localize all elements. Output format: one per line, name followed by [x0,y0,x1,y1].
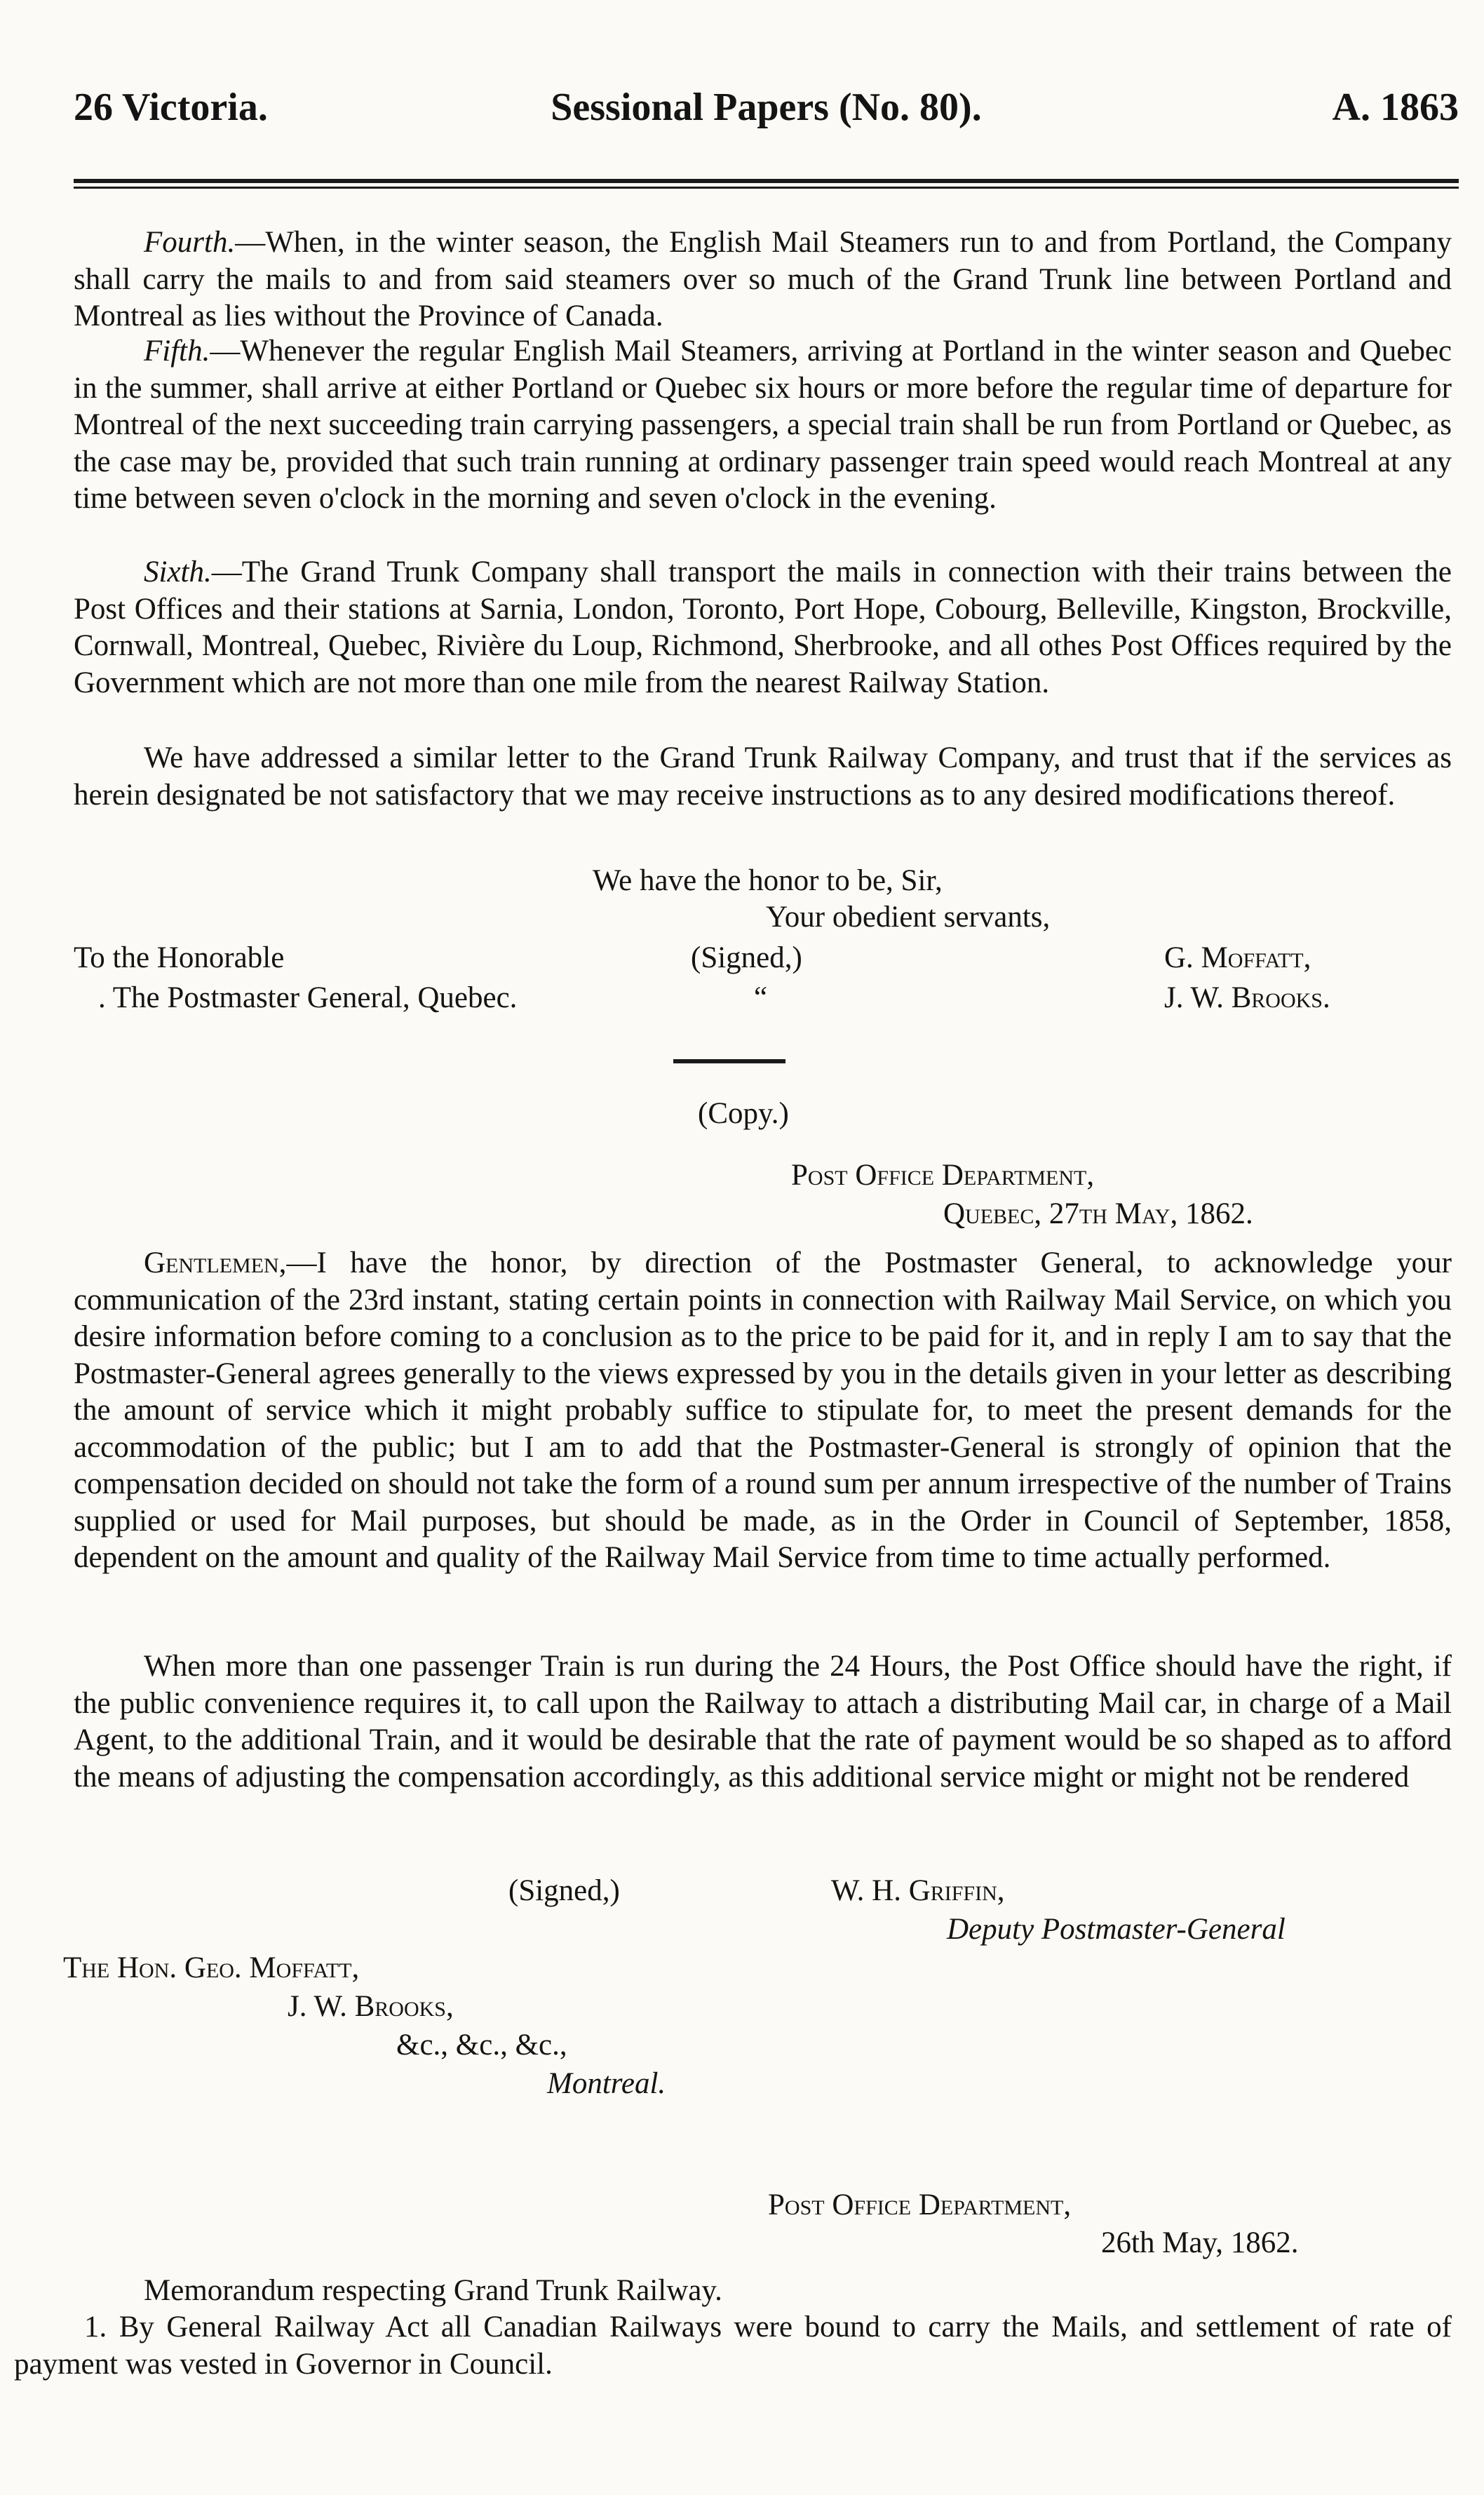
recipient-city: Montreal. [547,2067,666,2100]
header-center: Sessional Papers (No. 80). [551,86,982,129]
section-divider [673,1059,785,1063]
text-fourth: —When, in the winter season, the English Mail Steamers run to and from Portland, the Company shall carry the mails to and from said steamers over so much of the Grand Trunk line between Portland and Montreal as lies without the Province of Canada. [74,226,1452,332]
header-left: 26 Victoria. [74,86,268,129]
signer-moffatt: G. Moffatt, [1164,941,1311,974]
header-rule-top [74,179,1459,183]
label-sixth: Sixth. [144,556,212,589]
recipient-line-1: The Hon. Geo. Moffatt, [63,1951,360,1984]
recipient-line-2: J. W. Brooks, [288,1990,454,2023]
header-rule-bottom [74,187,1459,189]
memo-title: Memorandum respecting Grand Trunk Railway. [144,2274,722,2307]
honor-line: We have the honor to be, Sir, [593,864,943,897]
page-header [74,83,1459,139]
obedient-line: Your obedient servants, [766,901,1051,934]
ditto-mark: “ [754,981,768,1014]
addressee-line-2: . The Postmaster General, Quebec. [98,981,518,1014]
label-fourth: Fourth. [144,226,236,259]
signed-label-2: (Signed,) [508,1874,620,1907]
copy-label: (Copy.) [698,1097,789,1130]
letter2-place-date: Quebec, 27th May, 1862. [943,1197,1253,1230]
paragraph-sixth [74,554,1452,701]
letter2-department: Post Office Department, [791,1159,1095,1192]
memo-date: 26th May, 1862. [1101,2226,1299,2259]
text-sixth: —The Grand Trunk Company shall transport the mails in connection with their trains between the Post Offices and their stations at Sarnia, London, Toronto, Port Hope, Cobourg, Belleville, Kingston, Brockville, Cornwall, Montreal, Quebec, Rivière du Loup, Richmond, Sherbrooke, and all othes Post Offices required by the Government which are not more than one mile from the nearest Railway Station. [74,556,1452,699]
letter2-paragraph-2: When more than one passenger Train is run during the 24 Hours, the Post Office should have the right, if the public convenience requires it, to call upon the Railway to attach a distributing Mail car, in charge of a Mail Agent, to the additional Train, and it would be desirable that the rate of payment would be so shaped as to afford the means of adjusting the compensation accordingly, as this additional service might or might not be rendered [74,1650,1452,1794]
memo-department: Post Office Department, [768,2188,1072,2221]
text-fifth: —Whenever the regular English Mail Steamers, arriving at Portland in the winter season and Quebec in the summer, shall arrive at either Portland or Quebec six hours or more before the regular time of departure for Montreal of the next succeeding train carrying passengers, a special train shall be run from Portland or Quebec, as the case may be, provided that such train running at ordinary passenger train speed would reach Montreal at any time between seven o'clock in the morning and seven o'clock in the evening. [74,335,1452,515]
signer-title-text: Deputy Postmaster-General [947,1913,1286,1946]
recipient-line-4 [547,2066,666,2102]
signer-griffin: W. H. Griffin, [831,1874,1005,1907]
signer-brooks: J. W. Brooks. [1164,981,1330,1014]
paragraph-fourth [74,224,1452,335]
letter2-para1-text: —I have the honor, by direction of the Postmaster General, to acknowledge your communication of the 23rd instant, stating certain points in connection with Railway Mail Service, on which you desire information before coming to a conclusion as to the price to be paid for it, and in reply I am to say that the Postmaster-General agrees generally to the views expressed by you in the details given in your letter as describing the amount of service which it might probably suffice to stipulate for, to meet the present demands for the accommodation of the public; but I am to add that the Postmaster-General is strongly of opinion that the compensation decided on should not take the form of a round sum per annum irrespective of the number of Trains supplied or used for Mail purposes, but should be made, as in the Order in Council of September, 1858, dependent on the amount and quality of the Railway Mail Service from time to time actually performed. [74,1246,1452,1574]
paragraph-closing: We have addressed a similar letter to the Grand Trunk Railway Company, and trust that if the services as herein designated be not satisfactory that we may receive instructions as to any desired modifications thereof. [74,741,1452,812]
letter2-paragraph-1 [74,1245,1452,1577]
header-right: A. 1863 [1332,86,1459,129]
salutation: Gentlemen, [144,1246,287,1279]
paragraph-fifth [74,333,1452,518]
signer-title [947,1911,1286,1948]
memo-item-1: 1. By General Railway Act all Canadian Railways were bound to carry the Mails, and settlement of rate of payment was vested in Governor in Council. [14,2311,1452,2381]
label-fifth: Fifth. [144,335,210,368]
signed-label-1: (Signed,) [691,941,802,974]
recipient-line-3: &c., &c., &c., [396,2029,567,2062]
addressee-line-1: To the Honorable [74,941,285,974]
